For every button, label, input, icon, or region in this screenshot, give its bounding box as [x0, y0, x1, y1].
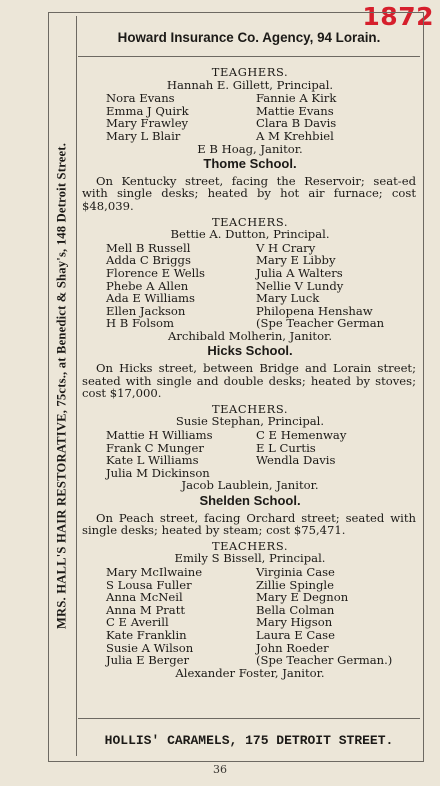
teacher-name: Fannie A Kirk	[256, 91, 337, 106]
teacher-name: Mary L Blair	[106, 128, 181, 143]
principal-line: Bettie A. Dutton, Principal.	[170, 227, 330, 242]
teacher-name: A M Krehbiel	[256, 128, 334, 143]
janitor-line: E B Hoag, Janitor.	[197, 141, 303, 156]
principal-line: Emily S Bissell, Principal.	[174, 551, 326, 566]
teacher-name: Julia M Dickinson	[106, 465, 210, 480]
teacher-name: Julia E Berger	[106, 653, 190, 668]
teacher-name: Emma J Quirk	[106, 103, 189, 118]
teacher-name: (Spe Teacher German	[256, 316, 385, 331]
teacher-name: Nellie V Lundy	[256, 278, 344, 293]
teachers-heading: TEACHERS.	[211, 538, 289, 553]
janitor-line: Archibald Molherin, Janitor.	[167, 328, 333, 343]
teacher-name: Laura E Case	[256, 627, 335, 642]
page-content	[82, 64, 418, 681]
teacher-name: Susie A Wilson	[106, 640, 194, 655]
teacher-name: Mary McIlwaine	[106, 564, 203, 579]
teacher-name: Adda C Briggs	[106, 253, 191, 268]
principal-line: Hannah E. Gillett, Principal.	[166, 77, 334, 92]
teacher-name: Bella Colman	[256, 602, 335, 617]
school-title-hicks: Hicks School.	[207, 343, 293, 359]
school-description: On Hicks street, between Bridge and Lorain street; seated with single and double desks; heated by stoves; cost $17,000.	[82, 361, 416, 401]
teacher-name: Phebe A Allen	[106, 278, 189, 293]
teacher-name: H B Folsom	[106, 316, 175, 331]
teacher-name: Mary E Libby	[256, 253, 336, 268]
teacher-name: Mattie Evans	[256, 103, 334, 118]
teacher-name: Virginia Case	[256, 564, 335, 579]
school-title-thome: Thome School.	[203, 156, 297, 172]
teacher-name: Wendla Davis	[256, 453, 336, 468]
teacher-name: S Lousa Fuller	[106, 577, 192, 592]
janitor-line: Jacob Laublein, Janitor.	[181, 478, 319, 493]
year-stamp: 1872	[362, 2, 434, 31]
teacher-name: C E Hemenway	[256, 428, 347, 443]
school-title-shelden: Shelden School.	[199, 493, 301, 508]
teacher-name: Mary Luck	[256, 291, 320, 306]
teacher-name: Florence E Wells	[106, 265, 205, 280]
teacher-name: Kate Franklin	[106, 627, 187, 642]
teacher-name: Nora Evans	[106, 91, 175, 106]
teacher-name: E L Curtis	[256, 440, 316, 455]
header-advertisement: Howard Insurance Co. Agency, 94 Lorain.	[78, 18, 420, 57]
teacher-name: Mell B Russell	[106, 240, 191, 255]
teachers-heading: TEACHERS.	[211, 214, 289, 229]
teacher-list	[82, 92, 418, 142]
teacher-name: John Roeder	[256, 640, 329, 655]
teacher-name: Clara B Davis	[256, 116, 337, 131]
teacher-name: Mary E Degnon	[256, 590, 349, 605]
teacher-name: V H Crary	[256, 240, 316, 255]
teacher-name: Julia A Walters	[256, 265, 343, 280]
school-description: On Peach street, facing Orchard street; seated with single desks; heated by steam; cost $75,471.	[82, 510, 416, 538]
teacher-list	[82, 242, 418, 330]
teacher-name: Frank C Munger	[106, 440, 204, 455]
principal-line: Susie Stephan, Principal.	[175, 414, 325, 429]
teacher-name: Zillie Spingle	[256, 577, 334, 592]
teacher-name: Mary Higson	[256, 615, 333, 630]
teacher-name: Mattie H Williams	[106, 428, 213, 443]
teacher-name: Anna M Pratt	[106, 602, 186, 617]
side-advertisement-text: MRS. HALL'S HAIR RESTORATIVE, 75cts., at Benedict & Shay's, 148 Detroit Street.	[54, 142, 69, 630]
school-description: On Kentucky street, facing the Reservoir; seat-ed with single desks; heated by hot air furnace; cost $48,039.	[82, 173, 416, 213]
teacher-list	[82, 429, 418, 479]
teacher-name: Mary Frawley	[106, 116, 189, 131]
side-advertisement	[48, 16, 77, 756]
teacher-name: Philopena Henshaw	[256, 303, 373, 318]
footer-advertisement: HOLLIS' CARAMELS, 175 DETROIT STREET.	[78, 718, 420, 761]
teacher-name: C E Averill	[106, 615, 169, 630]
teacher-name: Kate L Williams	[106, 453, 199, 468]
teacher-name: (Spe Teacher German.)	[256, 653, 393, 668]
teacher-name: Anna McNeil	[106, 590, 183, 605]
janitor-line: Alexander Foster, Janitor.	[175, 665, 325, 680]
teacher-name: Ada E Williams	[106, 291, 195, 306]
teachers-heading: TEAGHERS.	[211, 65, 289, 79]
page-number: 36	[213, 763, 227, 776]
teacher-list	[82, 566, 418, 667]
teacher-name: Ellen Jackson	[106, 303, 186, 318]
teachers-heading: TEACHERS.	[211, 401, 289, 416]
